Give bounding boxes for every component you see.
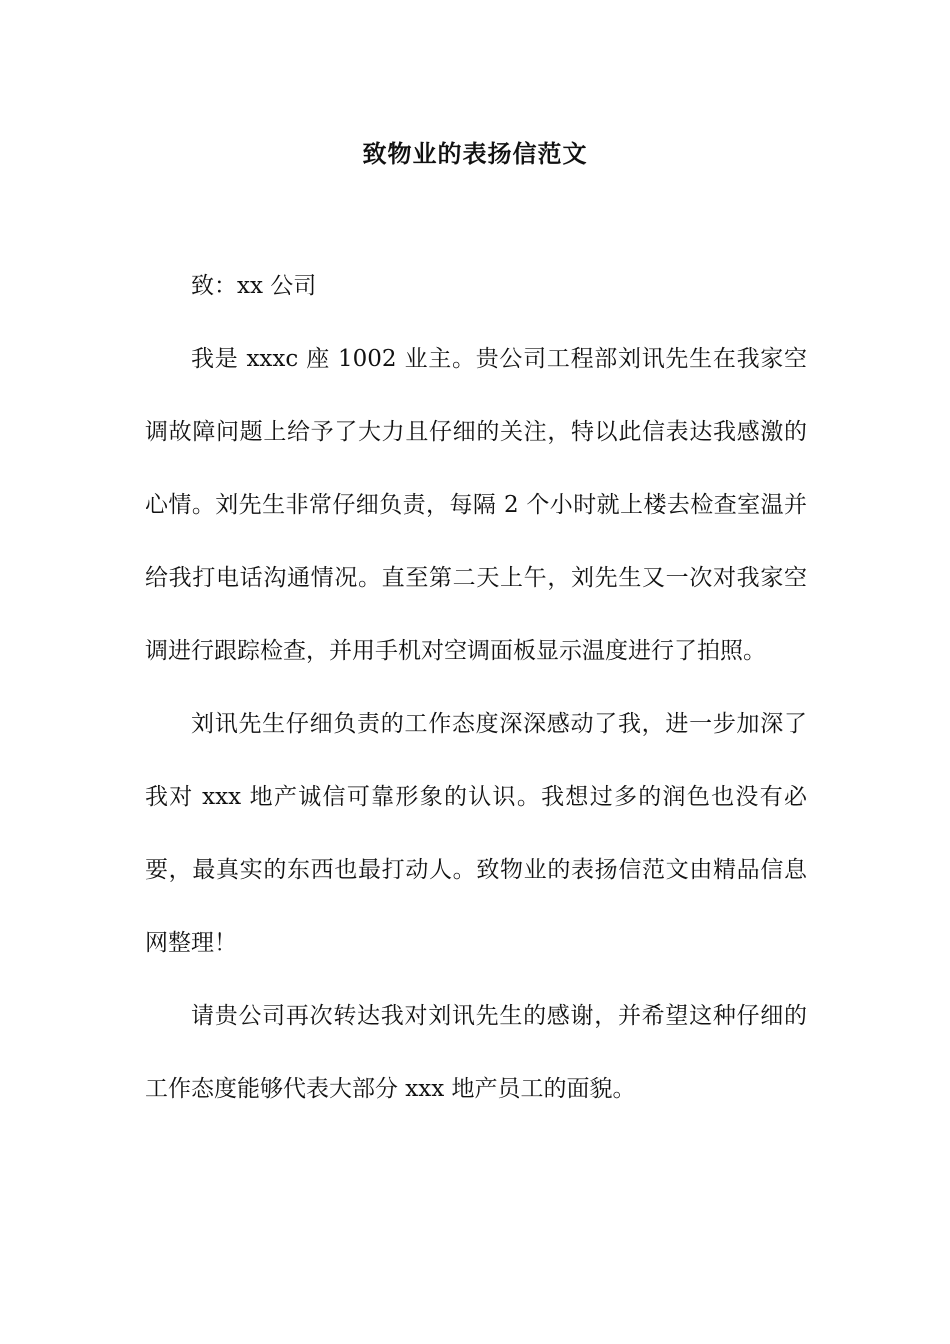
document-body <box>145 250 807 1126</box>
document-title: 致物业的表扬信范文 <box>362 140 588 168</box>
paragraph-2: 刘讯先生仔细负责的工作态度深深感动了我，进一步加深了我对 xxx 地产诚信可靠形象的认识。我想过多的润色也没有必要，最真实的东西也最打动人。致物业的表扬信范文由精品信息网整理！ <box>145 711 807 956</box>
paragraph-1: 我是 xxxc 座 1002 业主。贵公司工程部刘讯先生在我家空调故障问题上给予了大力且仔细的关注，特以此信表达我感激的心情。刘先生非常仔细负责，每隔 2 个小时就上楼去检查室温并给我打电话沟通情况。直至第二天上午，刘先生又一次对我家空调进行跟踪检查，并用手机对空调面板显示温度进行了拍照。 <box>145 346 807 664</box>
paragraph-3: 请贵公司再次转达我对刘讯先生的感谢，并希望这种仔细的工作态度能够代表大部分 xxx 地产员工的面貌。 <box>145 1003 807 1102</box>
salutation: 致：xx 公司 <box>191 273 317 299</box>
